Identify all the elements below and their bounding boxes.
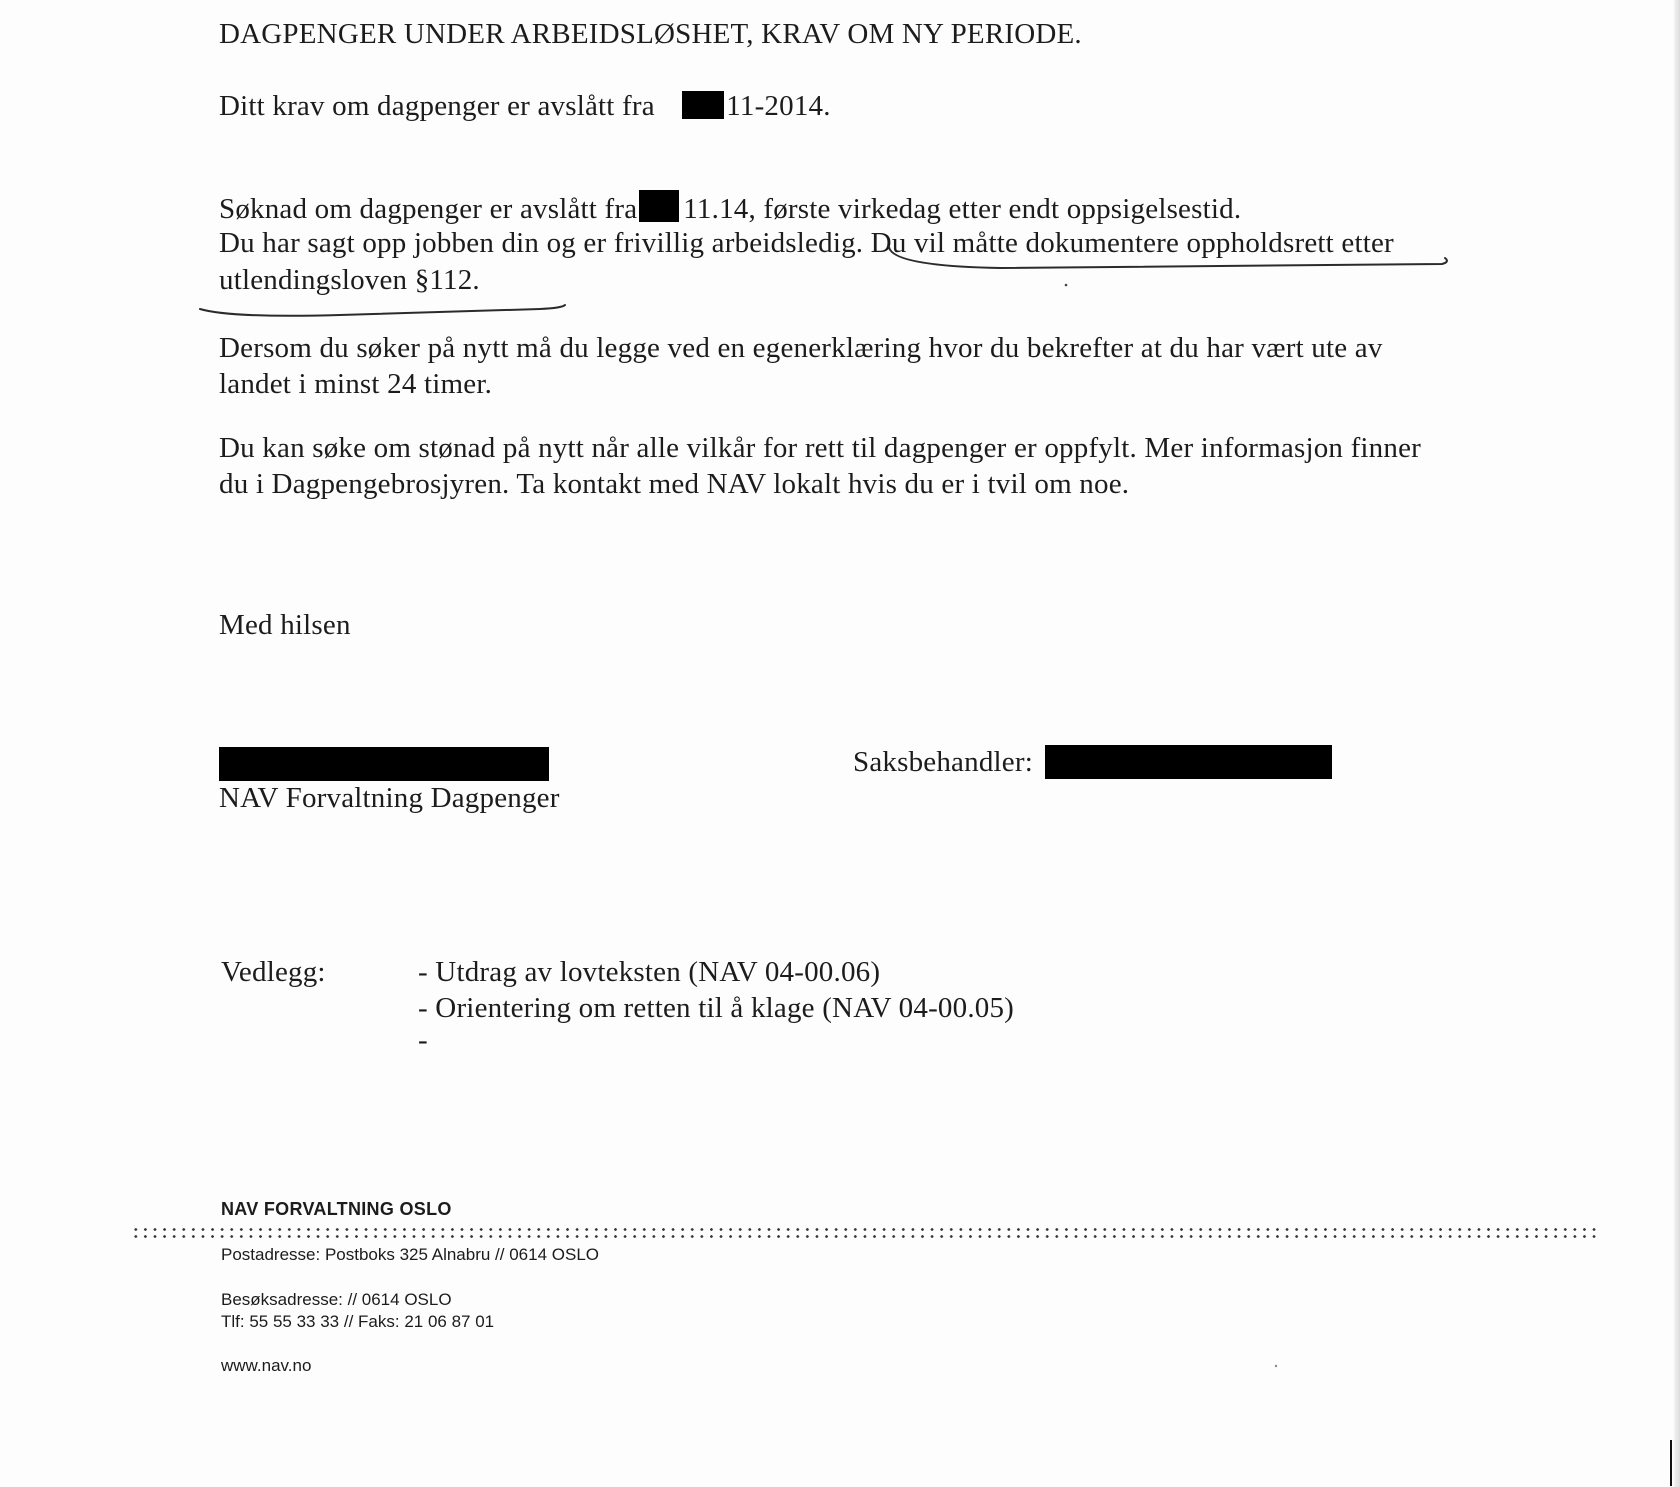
para1-line1-prefix: Søknad om dagpenger er avslått fra [219, 193, 638, 225]
footer-website-link[interactable]: www.nav.no [221, 1356, 312, 1375]
handwritten-underline [200, 305, 565, 316]
para3-line2: du i Dagpengebrosjyren. Ta kontakt med NAV lokalt hvis du er i tvil om noe. [219, 468, 1130, 500]
closing-greeting: Med hilsen [219, 609, 351, 641]
footer-phone-fax: Tlf: 55 55 33 33 // Faks: 21 06 87 01 [221, 1312, 495, 1331]
attachment-item: - Orientering om retten til å klage (NAV 04-00.05) [418, 992, 1015, 1024]
attachment-item: - [418, 1024, 428, 1056]
scan-edge-mark [1670, 1440, 1672, 1486]
para1-line3: utlendingsloven §112. [219, 264, 480, 296]
scan-speck [1065, 284, 1068, 287]
saksbehandler-label: Saksbehandler: [853, 746, 1033, 778]
para2-line1: Dersom du søker på nytt må du legge ved en egenerklæring hvor du bekrefter at du har vært ute av [219, 332, 1383, 364]
para1-line1-suffix: 11.14, første virkedag etter endt oppsigelsestid. [683, 193, 1242, 225]
attachments-label: Vedlegg: [221, 956, 326, 988]
handwritten-underline [889, 247, 1447, 268]
para2-line2: landet i minst 24 timer. [219, 368, 493, 400]
footer-visiting-address: Besøksadresse: // 0614 OSLO [221, 1290, 452, 1309]
para1-line2: Du har sagt opp jobben din og er frivillig arbeidsledig. Du vil måtte dokumentere oppholdsrett etter [219, 227, 1394, 259]
decision-line-prefix: Ditt krav om dagpenger er avslått fra [219, 90, 655, 122]
footer-postal-address: Postadresse: Postboks 325 Alnabru // 0614 OSLO [221, 1245, 600, 1264]
para3-line1: Du kan søke om stønad på nytt når alle vilkår for rett til dagpenger er oppfylt. Mer informasjon finner [219, 432, 1422, 464]
decision-line-suffix: 11-2014. [726, 90, 831, 122]
attachment-item: - Utdrag av lovteksten (NAV 04-00.06) [418, 956, 881, 988]
scan-speck [1275, 1365, 1277, 1367]
letter-title: DAGPENGER UNDER ARBEIDSLØSHET, KRAV OM NY PERIODE. [219, 18, 1082, 50]
signature-organization: NAV Forvaltning Dagpenger [219, 782, 560, 814]
scan-edge-shadow [1674, 0, 1680, 1487]
footer-organization: NAV FORVALTNING OSLO [221, 1199, 452, 1219]
